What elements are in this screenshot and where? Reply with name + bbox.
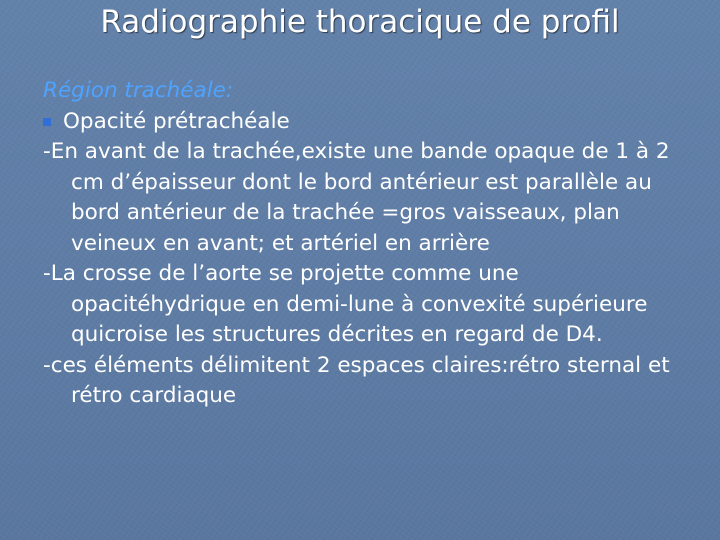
paragraph-crosse-aorte: -La crosse de l’aorte se projette comme une opacitéhydrique en demi-lune à convexité supérieure quicroise les structures décrites en regard de D4.: [43, 261, 648, 347]
paragraph-espaces-claires: -ces éléments délimitent 2 espaces claires:rétro sternal et rétro cardiaque: [43, 352, 670, 408]
bullet-item: [43, 107, 683, 138]
section-heading: Région trachéale:: [43, 78, 234, 103]
slide-title: Radiographie thoracique de profil: [100, 4, 620, 40]
square-bullet-icon: [43, 118, 51, 126]
paragraph-gros-vaisseaux: -En avant de la trachée,existe une bande opaque de 1 à 2 cm d’épaisseur dont le bord antérieur est parallèle au bord antérieur de la trachée =gros vaisseaux, plan veineux en avant; et artériel en arrière: [43, 139, 670, 256]
bullet-text: Opacité prétrachéale: [63, 108, 290, 134]
slide-body: [43, 76, 683, 412]
